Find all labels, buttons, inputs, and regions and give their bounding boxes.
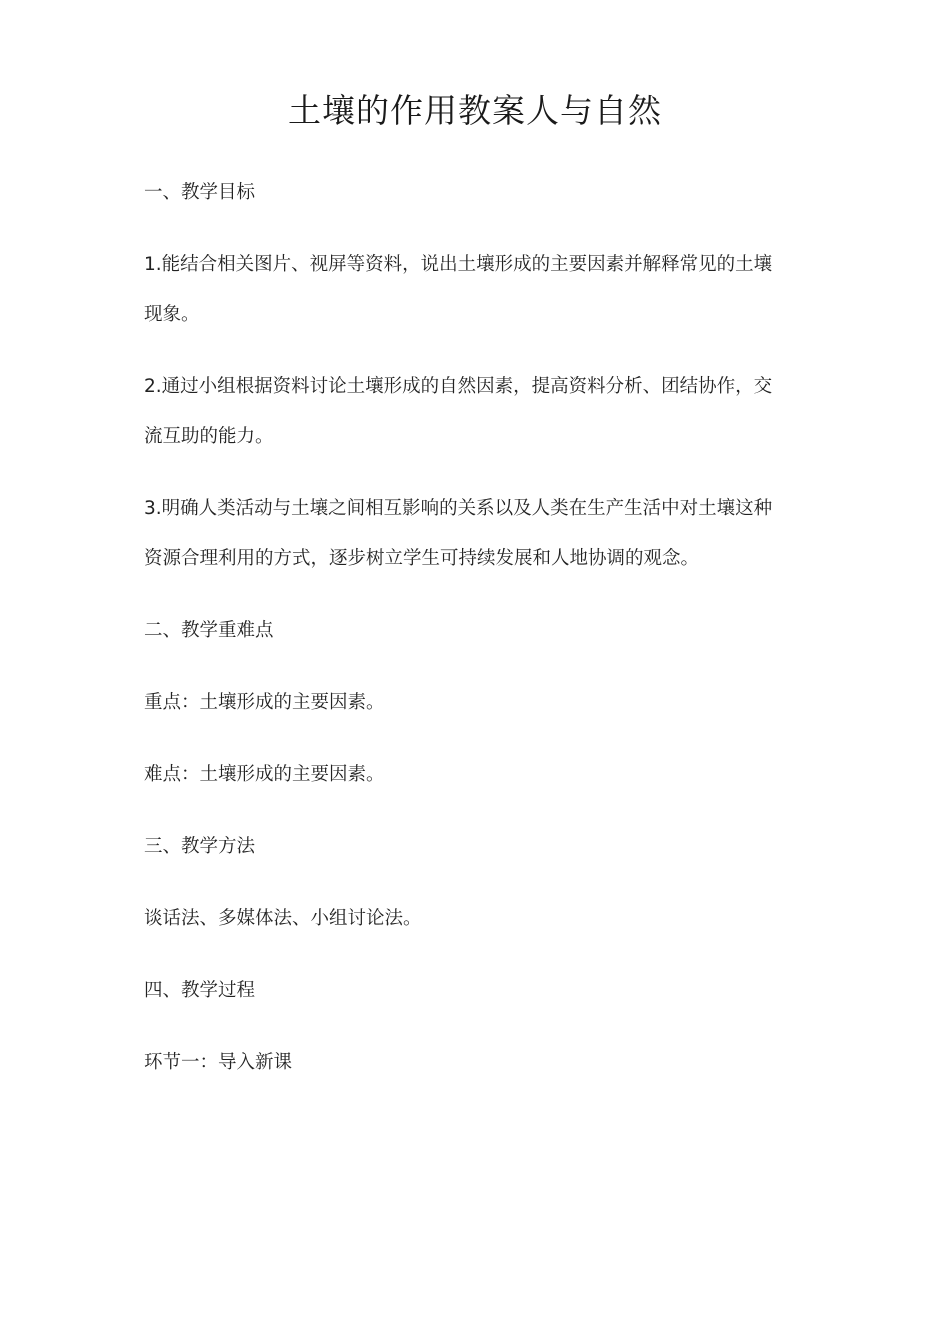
section-heading-key-points: 二、教学重难点 <box>144 620 274 641</box>
document-title: 土壤的作用教案人与自然 <box>288 91 662 130</box>
objective-1-line-2: 现象。 <box>144 304 200 325</box>
section-heading-process: 四、教学过程 <box>144 980 256 1001</box>
difficult-point: 难点：土壤形成的主要因素。 <box>144 764 385 785</box>
objective-2-line-1: 2.通过小组根据资料讨论土壤形成的自然因素，提高资料分析、团结协作，交 <box>144 376 773 397</box>
objective-2-line-2: 流互助的能力。 <box>144 426 274 447</box>
section-heading-methods: 三、教学方法 <box>144 836 256 857</box>
methods-text: 谈话法、多媒体法、小组讨论法。 <box>144 908 422 929</box>
section-heading-objectives: 一、教学目标 <box>144 182 256 203</box>
objective-3-line-1: 3.明确人类活动与土壤之间相互影响的关系以及人类在生产生活中对土壤这种 <box>144 498 773 519</box>
process-step-1: 环节一：导入新课 <box>144 1052 293 1073</box>
objective-3-line-2: 资源合理利用的方式，逐步树立学生可持续发展和人地协调的观念。 <box>144 548 700 569</box>
key-point: 重点：土壤形成的主要因素。 <box>144 692 385 713</box>
objective-1-line-1: 1.能结合相关图片、视屏等资料，说出土壤形成的主要因素并解释常见的土壤 <box>144 254 773 275</box>
